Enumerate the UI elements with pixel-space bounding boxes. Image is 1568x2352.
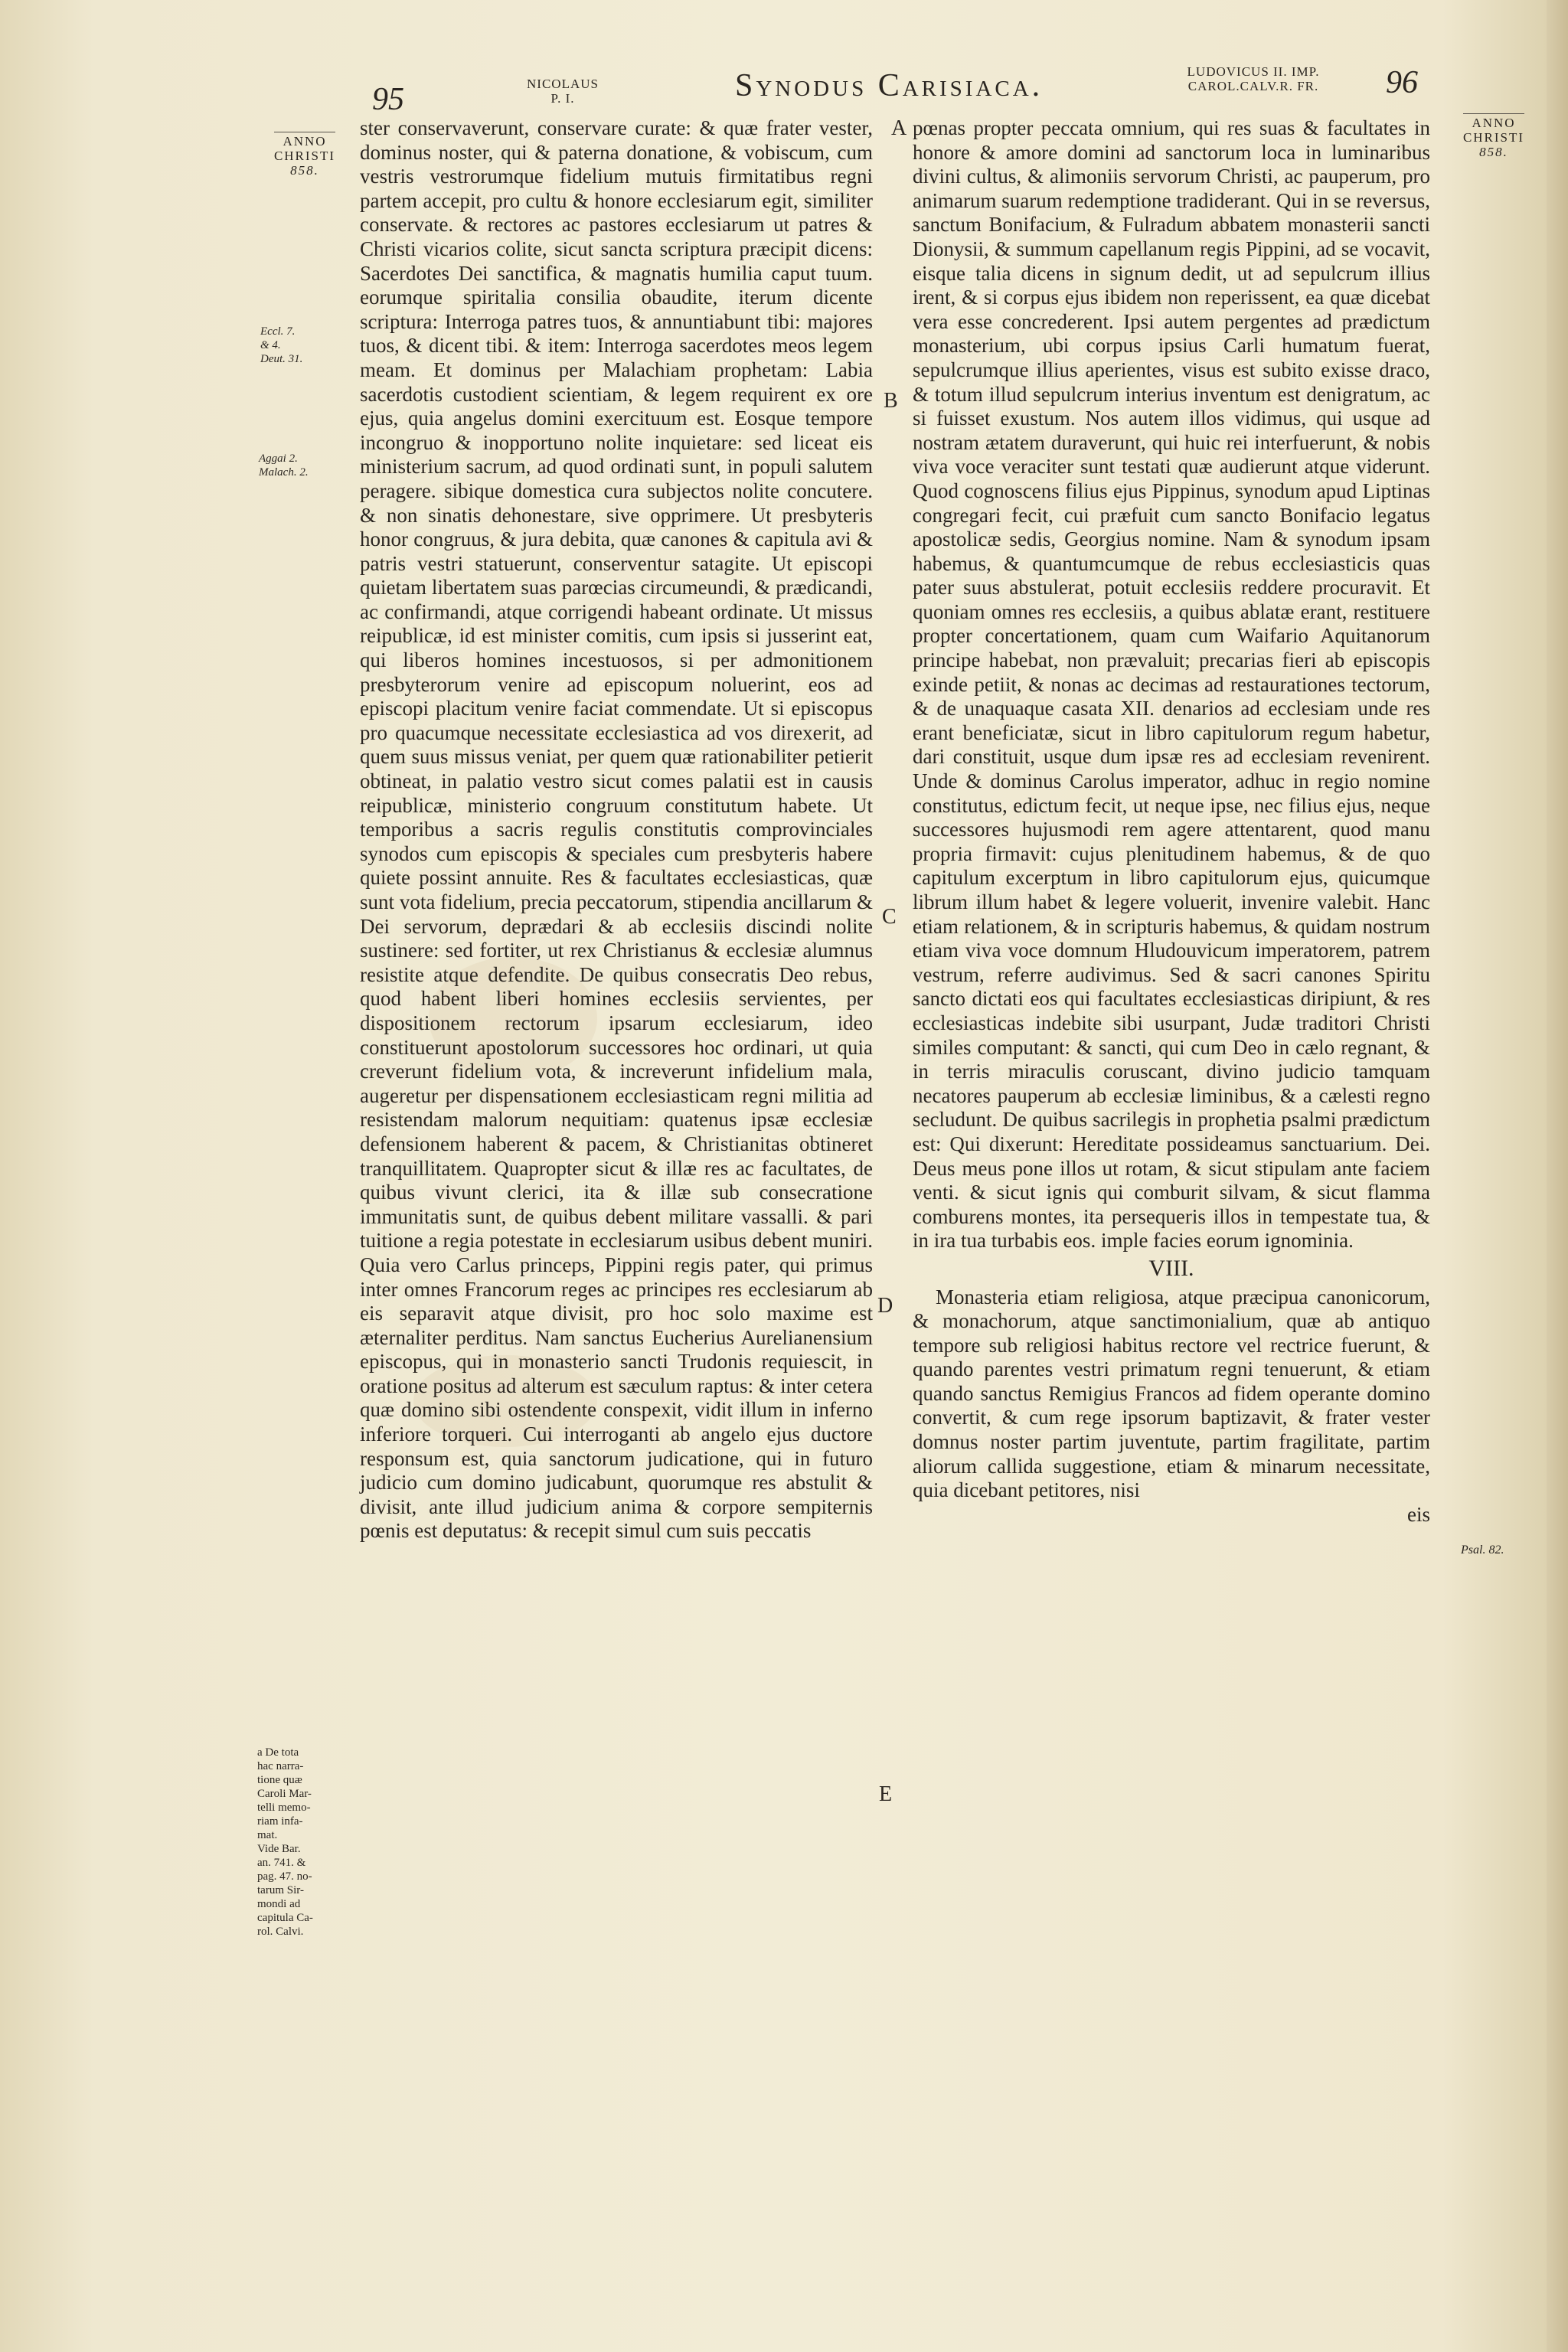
right-column-part2: Monasteria etiam religiosa, atque præcipua canonicorum, & monachorum, atque sanctimonialium, quæ ab antiquo tempore sub religiosi habitus rectore vel rectrice fuerunt, & quando parentes vestri primatum regni tenuerunt, & etiam quando sanctus Remigius Francos ad fidem operante domino convertit, & cum rege ipsorum baptizavit, & frater vester domnus noster partim juventute, partim fragilitate, partim aliorum callida suggestione, etiam & minarum necessitate, quia dicebant petitores, nisi: [913, 1285, 1430, 1502]
footnote-line: tarum Sir-: [257, 1884, 304, 1896]
margin-ref-line: Malach. 2.: [259, 466, 309, 479]
running-head-right-line2: CAROL.CALV.R. FR.: [1187, 79, 1319, 93]
footnote-line: riam infa-: [257, 1815, 303, 1828]
footnote-line: hac narra-: [257, 1760, 304, 1772]
left-text-column: ster conservaverunt, conservare curate: & quæ frater vester, dominus noster, qui & paterna donatione, & vobiscum, cum vestris vestrorumque fidelium mutuis firmitatibus regni partem accepit, pro cultu & honore ecclesiarum egit, similiter conservate. & rectores ac pastores ecclesiarum ut patres & Christi vicarios colite, sicut sancta scriptura præcipit dicens: Sacerdotes Dei sanctifica, & magnatis humilia caput tuum. eorumque spiritalia consilia obaudite, iterum dicente scriptura: Interroga patres tuos, & annuntiabunt tibi: majores tuos, & dicent tibi. & item: Interroga sacerdotes meos legem meam. Et dominus per Malachiam prophetam: Labia sacerdotis custodient scientiam, & legem requirent ex ore ejus, quia angelus domini exercituum est. Eosque tempore incongruo & inopportuno nolite inquietare: sed liceat eis ministerium sacrum, ad quod ordinati sunt, in populi salutem peragere. sibique domestica cura subjectos nolite concutere. & non sinatis dehonestare, sive opprimere. Ut presbyteris honor congruus, & jura debita, quæ canones & capitula avi & patris vestri statuerunt, conserventur satagite. Ut episcopi quietam libertatem suas parœcias circumeundi, & prædicandi, ac confirmandi, atque corrigendi habeant ordinate. Ut missus reipublicæ, id est minister comitis, cum ipsis si jusserint eat, qui liberos homines incestuosos, si per admonitionem presbyterorum venire ad episcopum noluerint, eos ad episcopi placitum venire faciat commendate. Ut si episcopus pro quacumque necessitate ecclesiastica ad vos direxerit, ad quem suus missus veniat, per quem quæ rationabiliter petierit obtineat, in palatio vestro sicut comes palatii est in causis reipublicæ, ministerio congruum constitutum habete. Ut temporibus a sacris regulis constitutis comprovinciales synodos cum episcopis & speciales cum presbyteris habere quiete possint annuite. Res & facultates ecclesiasticas, quæ sunt vota fidelium, precia peccatorum, stipendia ancillarum & Dei servorum, deprædari & ab ecclesiis discindi nolite sustinere: sed fortiter, ut rex Christianus & ecclesiæ alumnus resistite atque defendite. De quibus consecratis Deo rebus, quod habent liberi homines ecclesiis servientes, per dispositionem rectorum ipsarum ecclesiarum, ideo constituerunt apostolorum successores hoc ordinari, ut quia creverunt fidelium vota, & increverunt infidelium mala, augeretur per dispensationem ecclesiasticam regni militia ad resistendam malorum nequitiam: quatenus ipsæ ecclesiæ defensionem haberent & pacem, & Christianitas obtineret tranquillitatem. Quapropter sicut & illæ res ac facultates, de quibus vivunt clerici, ita & illæ sub consecratione immunitatis sunt, de quibus debent militare vassalli. & pari tuitione a regia potestate in ecclesiarum usibus debent muniri. Quia vero Carlus princeps, Pippini regis pater, qui primus inter omnes Francorum reges ac principes res ecclesiarum ab eis separavit atque divisit, pro hoc solo maxime est æternaliter perditus. Nam sanctus Eucherius Aurelianensium episcopus, qui in monasterio sancti Trudonis requiescit, in oratione positus ad alterum est sæculum raptus: & inter cetera quæ domino sibi ostendente conspexit, vidit illum in inferno inferiore torqueri. Cui interroganti ab angelo ejus ductore responsum est, quia sanctorum judicatione, qui in futuro judicio cum domino judicabunt, quorumque res abstulit & divisit, ante illud judicium anima & corpore sempiternis pœnis est deputatus: & recepit simul cum suis peccatis: [360, 116, 873, 1543]
running-head-left-line1: NICOLAUS: [527, 77, 599, 91]
anno-christi: CHRISTI: [1462, 130, 1525, 145]
footnote-marginal: [257, 1746, 357, 1939]
margin-ref-eccl: [260, 325, 302, 366]
anno-label: ANNO: [1472, 116, 1516, 130]
page-number-right: 96: [1386, 65, 1418, 100]
column-letter-a: A: [891, 116, 907, 140]
footnote-line: an. 741. &: [257, 1857, 306, 1869]
footnote-line: tione quæ: [257, 1774, 302, 1786]
column-letter-d: D: [877, 1294, 893, 1318]
running-head-right: [1158, 64, 1349, 93]
anno-year: 858.: [290, 163, 319, 178]
column-letter-b: B: [884, 389, 898, 413]
running-head-left: [521, 77, 605, 106]
page-title: Synodus Carisiaca.: [735, 68, 1044, 103]
footnote-line: capitula Ca-: [257, 1912, 313, 1924]
footnote-line: Vide Bar.: [257, 1843, 301, 1855]
anno-rule: [1463, 113, 1524, 114]
column-letter-c: C: [882, 905, 897, 929]
footnote-line: a De tota: [257, 1746, 299, 1759]
anno-label: ANNO: [283, 134, 327, 149]
catchword: eis: [1407, 1502, 1430, 1526]
running-head-left-line2: P. I.: [550, 91, 575, 106]
margin-ref-line: Eccl. 7.: [260, 325, 296, 338]
footnote-line: mondi ad: [257, 1898, 301, 1910]
footnote-line: Caroli Mar-: [257, 1788, 312, 1800]
footnote-line: pag. 47. no-: [257, 1870, 312, 1883]
footnote-line: rol. Calvi.: [257, 1926, 304, 1938]
anno-year: 858.: [1479, 145, 1508, 159]
column-letter-e: E: [879, 1782, 893, 1806]
running-head-right-line1: LUDOVICUS II. IMP.: [1187, 64, 1320, 79]
right-text-column: [913, 116, 1430, 1527]
margin-ref-line: Aggai 2.: [259, 452, 298, 465]
footnote-line: telli memo-: [257, 1802, 311, 1814]
margin-ref-line: & 4.: [260, 339, 281, 351]
right-column-part1: pœnas propter peccata omnium, qui res suas & facultates in honore & amore domini ad sanctorum loca in luminaribus divini cultus, & alimoniis servorum Christi, ac pauperum, pro animarum suarum redemptione tradiderant. Qui in se reversus, sanctum Bonifacium, & Fulradum abbatem monasterii sancti Dionysii, & summum capellanum regis Pippini, ad se vocavit, eisque talia dicens in signum dedit, ut ad sepulcrum illius irent, & si corpus ejus ibidem non reperissent, ea quæ dicebat vera esse concrederent. Ipsi autem pergentes ad prædictum monasterium, ubi corpus ipsius Carli humatum fuerat, sepulcrumque illius aperientes, visus est subito exisse draco, & totum illud sepulcrum interius inventum est denigratum, ac si fuisset exustum. Nos autem illos vidimus, qui usque ad nostram ætatem duraverunt, qui huic rei interfuerunt, & nobis viva voce veraciter sunt testati quæ audierunt atque viderunt. Quod cognoscens filius ejus Pippinus, synodum apud Liptinas congregari fecit, cui præfuit cum sancto Bonifacio legatus apostolicæ sedis, Georgius nomine. Nam & synodum ipsam habemus, & quantumcumque de rebus ecclesiasticis quas pater suus abstulerat, potuit ecclesiis reddere procuravit. Et quoniam omnes res ecclesiis, a quibus ablatæ erant, restituere propter concertationem, quam cum Waifario Aquitanorum principe habebat, non prævaluit; precarias fieri ab episcopis exinde petiit, & nonas ac decimas ad restaurationes tectorum, & de unaquaque casata XII. denarios ad ecclesiam unde res erant beneficiatæ, sicut in libro capitulorum regum habetur, dari constituit, usque dum ipsæ res ad ecclesiam revenirent. Unde & dominus Carolus imperator, adhuc in regio nomine constitutus, edictum fecit, ut neque ipse, nec filius ejus, neque successores hujusmodi rem agere attentarent, quod manu propria firmavit: cujus plenitudinem habemus, & de quo capitulum excerptum in libro capitulorum ejus, quicumque librum illum habet & legere voluerit, invenire valebit. Hanc etiam relationem, & in scripturis habemus, & quidam nostrum etiam viva voce domnum Hludouvicum imperatorem, patrem vestrum, referre audivimus. Sed & sacri canones Spiritu sancto dictati eos qui facultates ecclesiasticas diripiunt, & res ecclesiasticas indebite sibi usurpant, Judæ traditori Christi similes computant: & sancti, qui cum Deo in cælo regnant, & in terris miraculis coruscant, divino judicio tamquam necatores pauperum ab ecclesiæ liminibus, & a cælesti regno secludunt. De quibus sacrilegis in prophetia psalmi prædictum est: Qui dixerunt: Hereditate possideamus sanctuarium. Dei. Deus meus pone illos ut rotam, & sicut stipulam ante faciem venti. & sicut ignis qui comburit silvam, & sicut flamma comburens montes, ita persequeris illos in tempestate tua, & in ira tua turbabis eos. imple facies eorum ignominia.: [913, 116, 1430, 1253]
anno-christi: CHRISTI: [273, 149, 336, 163]
margin-ref-psal: Psal. 82.: [1461, 1544, 1504, 1557]
margin-ref-line: Deut. 31.: [260, 353, 303, 365]
footnote-line: mat.: [257, 1829, 278, 1841]
section-heading: VIII.: [1148, 1255, 1194, 1281]
anno-marginal-right: [1452, 113, 1536, 159]
anno-marginal-left: [259, 132, 351, 178]
page-number-left: 95: [372, 82, 404, 117]
page-edge: [1547, 0, 1568, 2352]
margin-ref-aggai: [259, 452, 309, 479]
